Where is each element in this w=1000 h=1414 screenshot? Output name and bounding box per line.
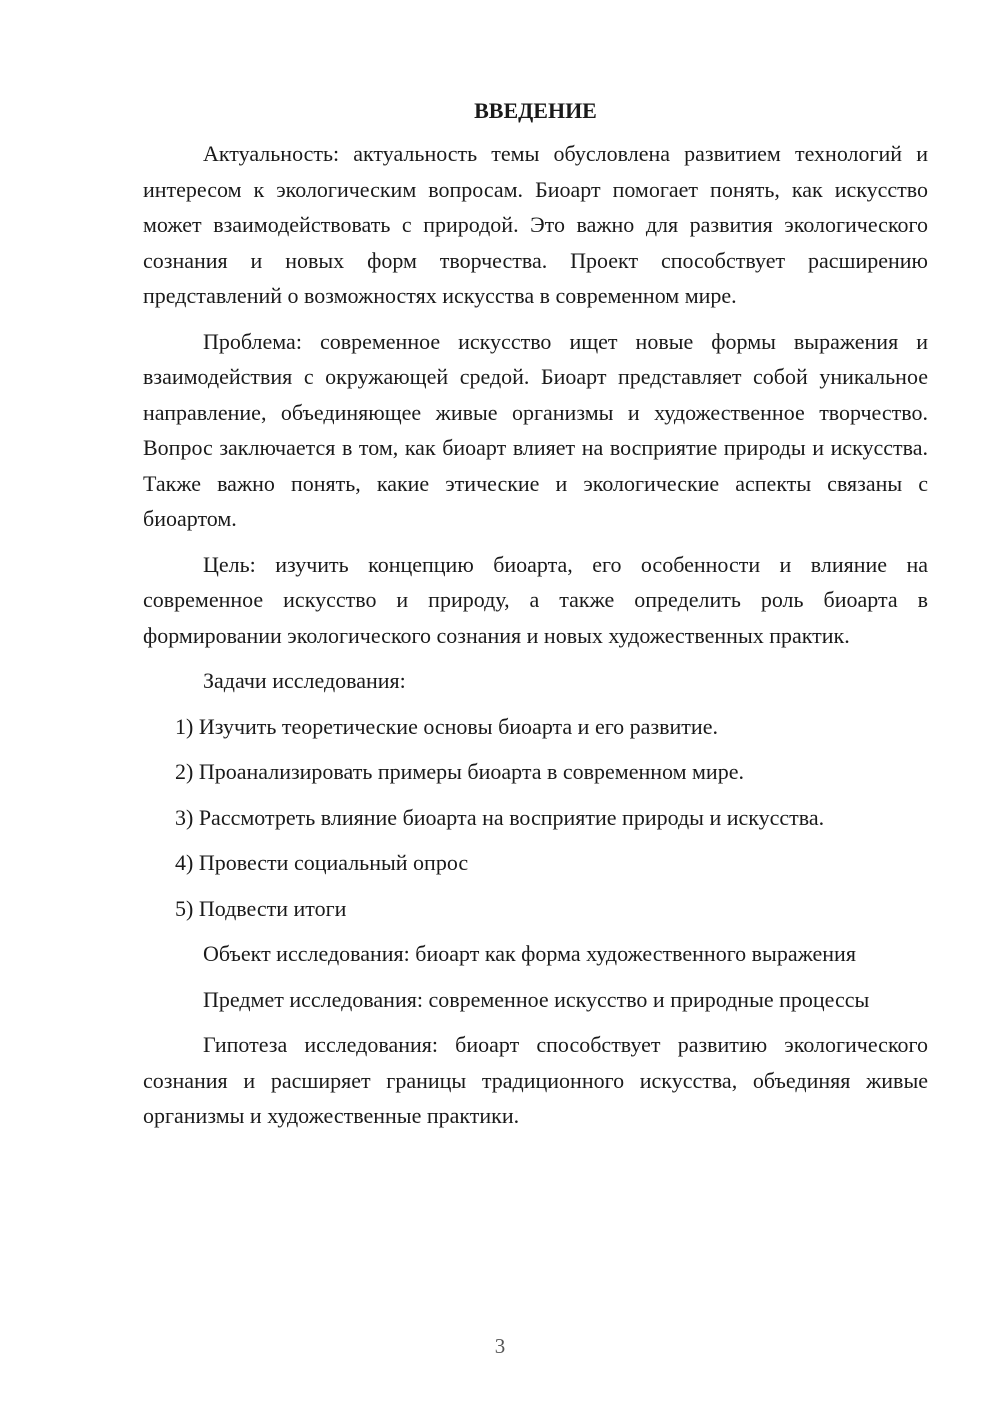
goal-paragraph: Цель: изучить концепцию биоарта, его особенности и влияние на современное искусство и природу, а также определить роль биоарта в формировании экологического сознания и новых художественных практик.	[143, 551, 928, 648]
task-item: 1) Изучить теоретические основы биоарта и его развитие.	[175, 713, 718, 739]
task-item: 3) Рассмотреть влияние биоарта на восприятие природы и искусства.	[175, 804, 825, 830]
tasks-heading: Задачи исследования:	[203, 668, 406, 693]
relevance-paragraph: Актуальность: актуальность темы обусловлена развитием технологий и интересом к экологическим вопросам. Биоарт помогает понять, как искусство может взаимодействовать с природой. Это важно для развития экологического сознания и новых форм творчества. Проект способствует расширению представлений о возможностях искусства в современном мире.	[143, 141, 928, 308]
object-paragraph: Объект исследования: биоарт как форма художественного выражения	[203, 941, 856, 966]
task-item: 5) Подвести итоги	[175, 895, 347, 921]
section-title: ВВЕДЕНИЕ	[474, 98, 597, 123]
subject-paragraph: Предмет исследования: современное искусство и природные процессы	[203, 986, 870, 1012]
task-item: 2) Проанализировать примеры биоарта в современном мире.	[175, 759, 744, 784]
page-content	[143, 96, 928, 1144]
page-number: 3	[494, 1334, 506, 1358]
hypothesis-paragraph: Гипотеза исследования: биоарт способствует развитию экологического сознания и расширяет границы традиционного искусства, объединяя живые организмы и художественные практики.	[143, 1032, 928, 1128]
task-item: 4) Провести социальный опрос	[175, 850, 469, 875]
problem-paragraph: Проблема: современное искусство ищет новые формы выражения и взаимодействия с окружающей средой. Биоарт представляет собой уникальное направление, объединяющее живые организмы и художественное творчество. Вопрос заключается в том, как биоарт влияет на восприятие природы и искусства. Также важно понять, какие этические и экологические аспекты связаны с биоартом.	[143, 328, 928, 531]
